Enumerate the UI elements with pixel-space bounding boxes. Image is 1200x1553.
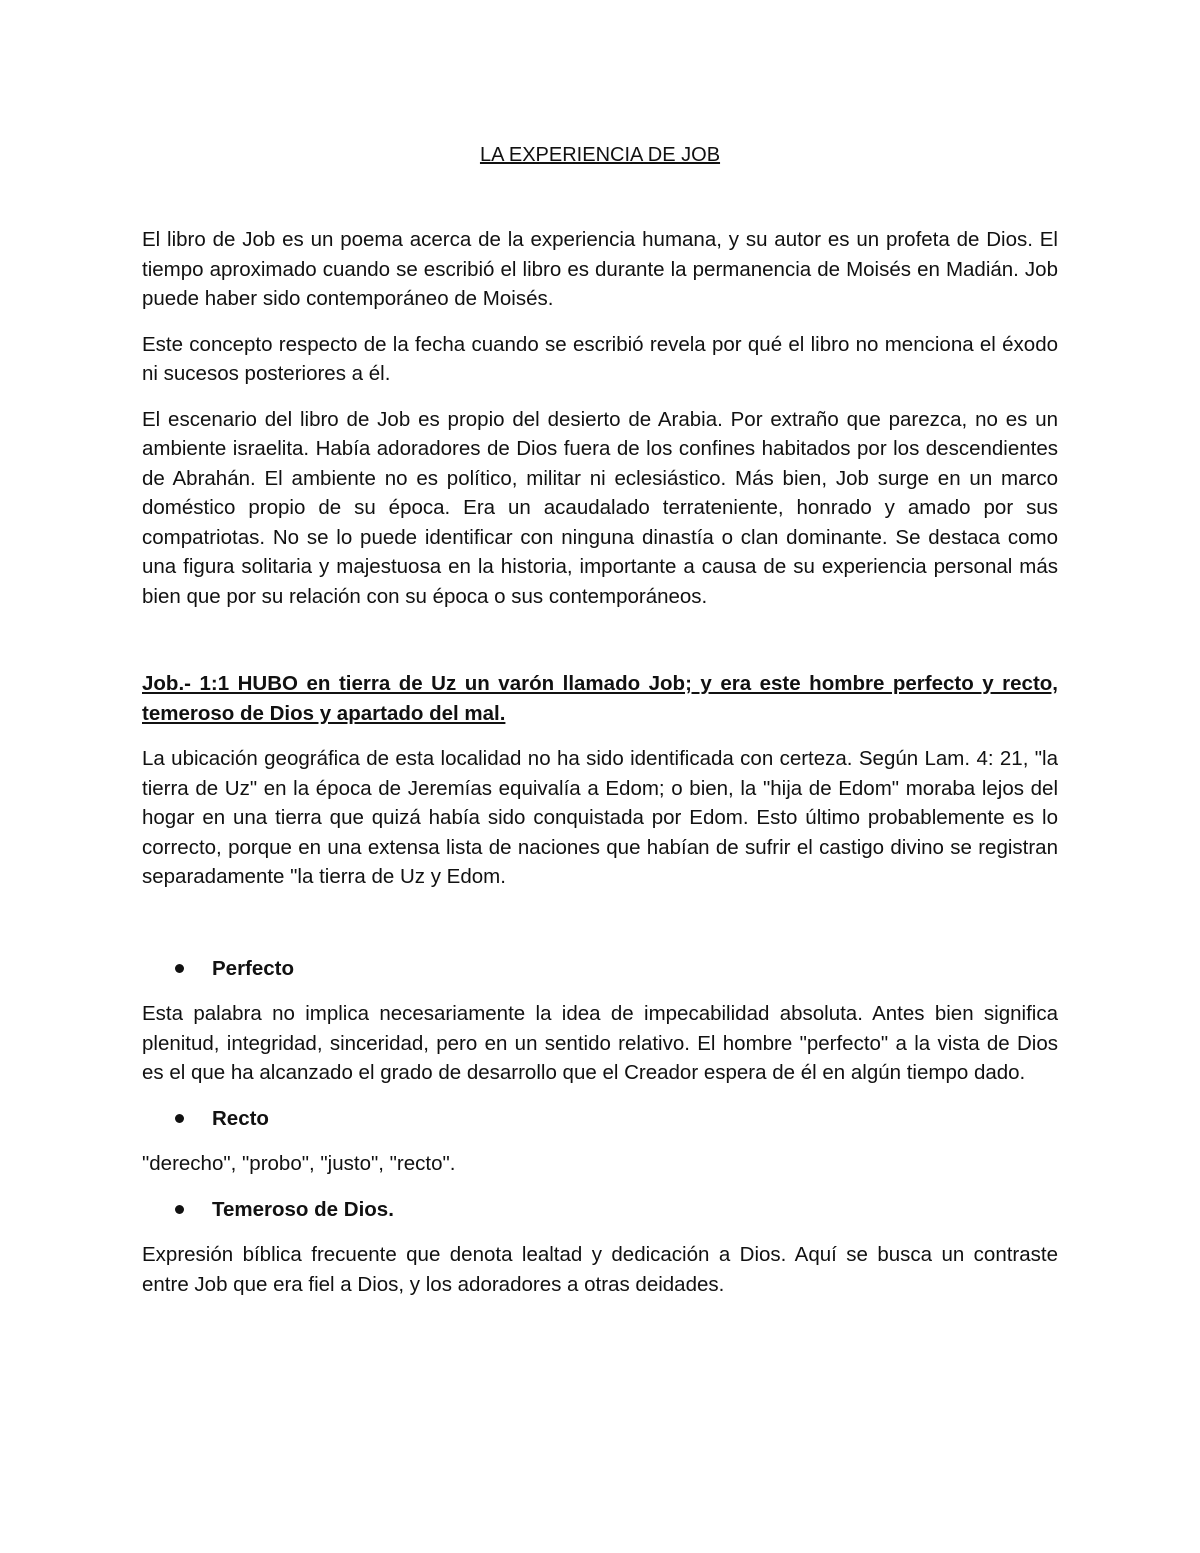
intro-paragraph-3: El escenario del libro de Job es propio del desierto de Arabia. Por extraño que parezca, no es un ambiente israelita. Había adoradores de Dios fuera de los confines habitados por los descendientes de Abrahán. El ambiente no es político, militar ni eclesiástico. Más bien, Job surge en un marco doméstico propio de su época. Era un acaudalado terrateniente, honrado y amado por sus compatriotas. No se lo puede identificar con ninguna dinastía o clan dominante. Se destaca como una figura solitaria y majestuosa en la historia, importante a causa de su experiencia personal más bien que por su relación con su época o sus contemporáneos. — [142, 407, 1058, 608]
document-body — [142, 140, 1058, 1299]
document-title: LA EXPERIENCIA DE JOB — [479, 144, 721, 166]
term-text-recto: "derecho", "probo", "justo", "recto". — [142, 1152, 456, 1175]
term-label: Perfecto — [212, 956, 295, 980]
verse-commentary: La ubicación geográfica de esta localidad no ha sido identificada con certeza. Según Lam. 4: 21, "la tierra de Uz" en la época de Jeremías equivalía a Edom; o bien, la "hija de Edom" moraba lejos del hogar en una tierra que quizá había sido conquistada por Edom. Esto último probablemente es lo correcto, porque en una extensa lista de naciones que habían de sufrir el castigo divino se registran separadamente "la tierra de Uz y Edom. — [142, 747, 1058, 888]
intro-paragraph-2: Este concepto respecto de la fecha cuando se escribió revela por qué el libro no menciona el éxodo ni sucesos posteriores a él. — [142, 332, 1058, 385]
term-label: Recto — [212, 1106, 269, 1130]
term-text-perfecto: Esta palabra no implica necesariamente la idea de impecabilidad absoluta. Antes bien significa plenitud, integridad, sinceridad, pero en un sentido relativo. El hombre "perfecto" a la vista de Dios es el que ha alcanzado el grado de desarrollo que el Creador espera de él en algún tiempo dado. — [142, 1002, 1058, 1084]
term-label: Temeroso de Dios. — [212, 1197, 394, 1221]
bullet-icon — [175, 964, 184, 973]
term-bullet-recto — [142, 1104, 1058, 1134]
verse-heading: Job.- 1:1 HUBO en tierra de Uz un varón llamado Job; y era este hombre perfecto y recto, temeroso de Dios y apartado del mal. — [142, 672, 1058, 725]
term-bullet-temeroso — [142, 1195, 1058, 1225]
intro-paragraph-1: El libro de Job es un poema acerca de la experiencia humana, y su autor es un profeta de Dios. El tiempo aproximado cuando se escribió el libro es durante la permanencia de Moisés en Madián. Job puede haber sido contemporáneo de Moisés. — [142, 228, 1058, 310]
bullet-icon — [175, 1114, 184, 1123]
term-text-temeroso: Expresión bíblica frecuente que denota lealtad y dedicación a Dios. Aquí se busca un contraste entre Job que era fiel a Dios, y los adoradores a otras deidades. — [142, 1243, 1058, 1296]
bullet-icon — [175, 1205, 184, 1214]
term-bullet-perfecto — [142, 954, 1058, 984]
